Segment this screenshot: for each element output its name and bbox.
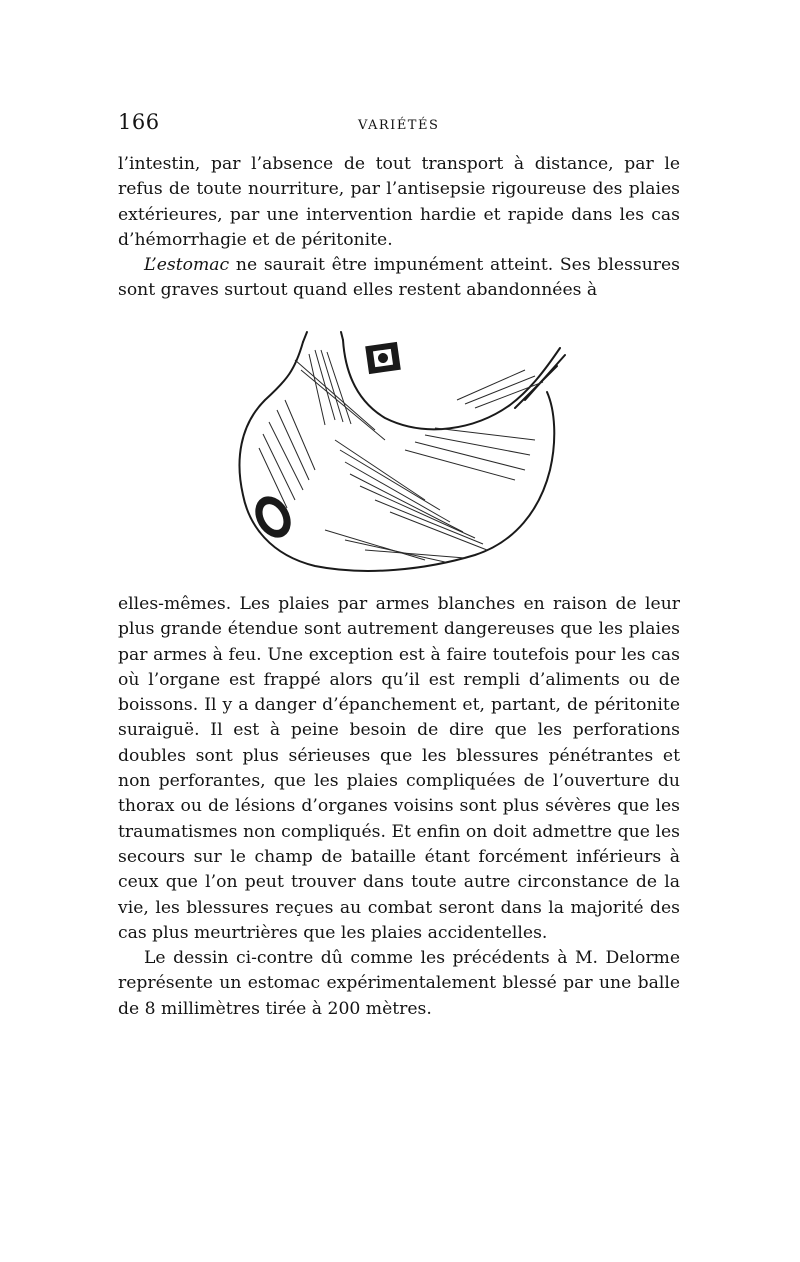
paragraph-dessin: Le dessin ci-contre dû comme les précédents à M. Delorme représente un estomac expérimentalement blessé par une balle de 8 millimètres tirée à 200 mètres. (118, 948, 680, 1019)
estomac-term: L’estomac (144, 255, 230, 276)
stomach-drawing (225, 330, 585, 580)
page-number: 166 (118, 110, 160, 134)
page-header (118, 110, 678, 144)
text-block-bottom (118, 592, 680, 1022)
paragraph-plaies: elles-mêmes. Les plaies par armes blanches en raison de leur plus grande étendue sont autrement dangereuses que les plaies par armes à feu. Une exception est à faire toutefois pour les cas où l’organe est frappé alors qu’il est rempli d’aliments ou de boissons. Il y a danger d’épanchement et, partant, de péritonite suraiguë. Il est à peine besoin de dire que les perforations doubles sont plus sérieuses que les blessures pénétrantes et non perforantes, que les plaies compliquées de l’ouverture du thorax ou de lésions d’organes voisins sont plus sévères que les traumatismes non compliqués. Et enfin on doit admettre que les secours sur le champ de bataille étant forcément inférieurs à ceux que l’on peut trouver dans toute autre circonstance de la vie, les blessures reçues au combat seront dans la majorité des cas plus meurtrières que les plaies accidentelles. (118, 594, 680, 943)
paragraph-estomac-text: ne saurait être impunément atteint. Ses blessures sont graves surtout quand elles restent abandonnées à (118, 255, 680, 301)
paragraph-estomac (118, 253, 680, 304)
text-block-top (118, 152, 680, 304)
wound-exit (248, 490, 298, 544)
hatching (259, 350, 543, 562)
paragraph-intestin: l’intestin, par l’absence de tout transport à distance, par le refus de toute nourriture, par l’antisepsie rigoureuse des plaies extérieures, par une intervention hardie et rapide dans les cas d’hémorrhagie et de péritonite. (118, 154, 680, 250)
wound-entry (365, 342, 401, 374)
stomach-illustration (225, 330, 585, 580)
running-title: VARIÉTÉS (358, 118, 440, 133)
